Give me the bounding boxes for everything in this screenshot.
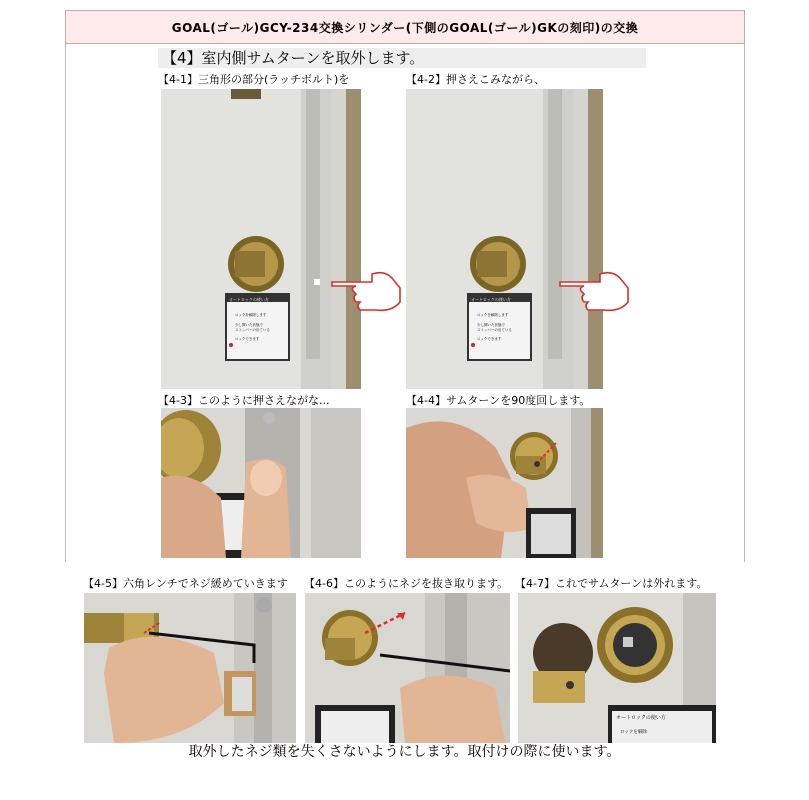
- caption-4-4: 【4-4】サムターンを90度回します。: [406, 394, 591, 407]
- caption-4-1: 【4-1】三角形の部分(ラッチボルト)を: [158, 73, 350, 86]
- caption-4-6: 【4-6】このようにネジを抜き取ります。: [304, 577, 509, 590]
- pointing-hand-icon: [558, 268, 630, 314]
- label-4-1-line3: ストッパーの出ている: [235, 328, 270, 332]
- step-heading: 【4】室内側サムターンを取外します。: [158, 48, 646, 68]
- label-4-2-line1: ロックを解除します: [477, 313, 509, 317]
- photo-4-2: [406, 89, 603, 389]
- page-title: [65, 10, 745, 44]
- photo-4-3: [161, 408, 361, 558]
- label-4-1-title: オートロックの使い方: [229, 297, 269, 302]
- label-4-2-line2: 少し開いた状態で: [477, 323, 505, 327]
- caption-4-5: 【4-5】六角レンチでネジ緩めていきます: [83, 577, 288, 590]
- footer-note: 取外したネジ類を失くさないようにします。取付けの際に使います。: [188, 744, 621, 760]
- photo-4-4: [406, 408, 603, 558]
- caption-4-2: 【4-2】押さえこみながら、: [406, 73, 545, 86]
- pointing-hand-icon: [330, 268, 402, 314]
- label-4-7-line1: ロックを解除: [620, 730, 647, 735]
- label-4-1-line4: ロックできます: [235, 337, 260, 341]
- page-title-text: GOAL(ゴール)GCY-234交換シリンダー(下側のGOAL(ゴール)GKの刻印)の交換: [171, 20, 639, 35]
- label-4-1-line2: 少し開いた状態で: [235, 323, 263, 327]
- label-4-2-line3: ストッパーの出ている: [477, 328, 512, 332]
- photo-4-1: [161, 89, 361, 389]
- caption-4-3: 【4-3】このように押さえながな...: [158, 394, 330, 407]
- label-4-2-title: オートロックの使い方: [471, 297, 511, 302]
- caption-4-7: 【4-7】これでサムターンは外れます。: [515, 577, 708, 590]
- photo-4-5: [84, 593, 296, 743]
- photo-4-7: [518, 593, 716, 743]
- label-4-2-line4: ロックできます: [477, 337, 502, 341]
- photo-4-6: [305, 593, 510, 743]
- label-4-7-title: オートロックの使い方: [616, 715, 666, 721]
- label-4-1-line1: ロックを解除します: [235, 313, 267, 317]
